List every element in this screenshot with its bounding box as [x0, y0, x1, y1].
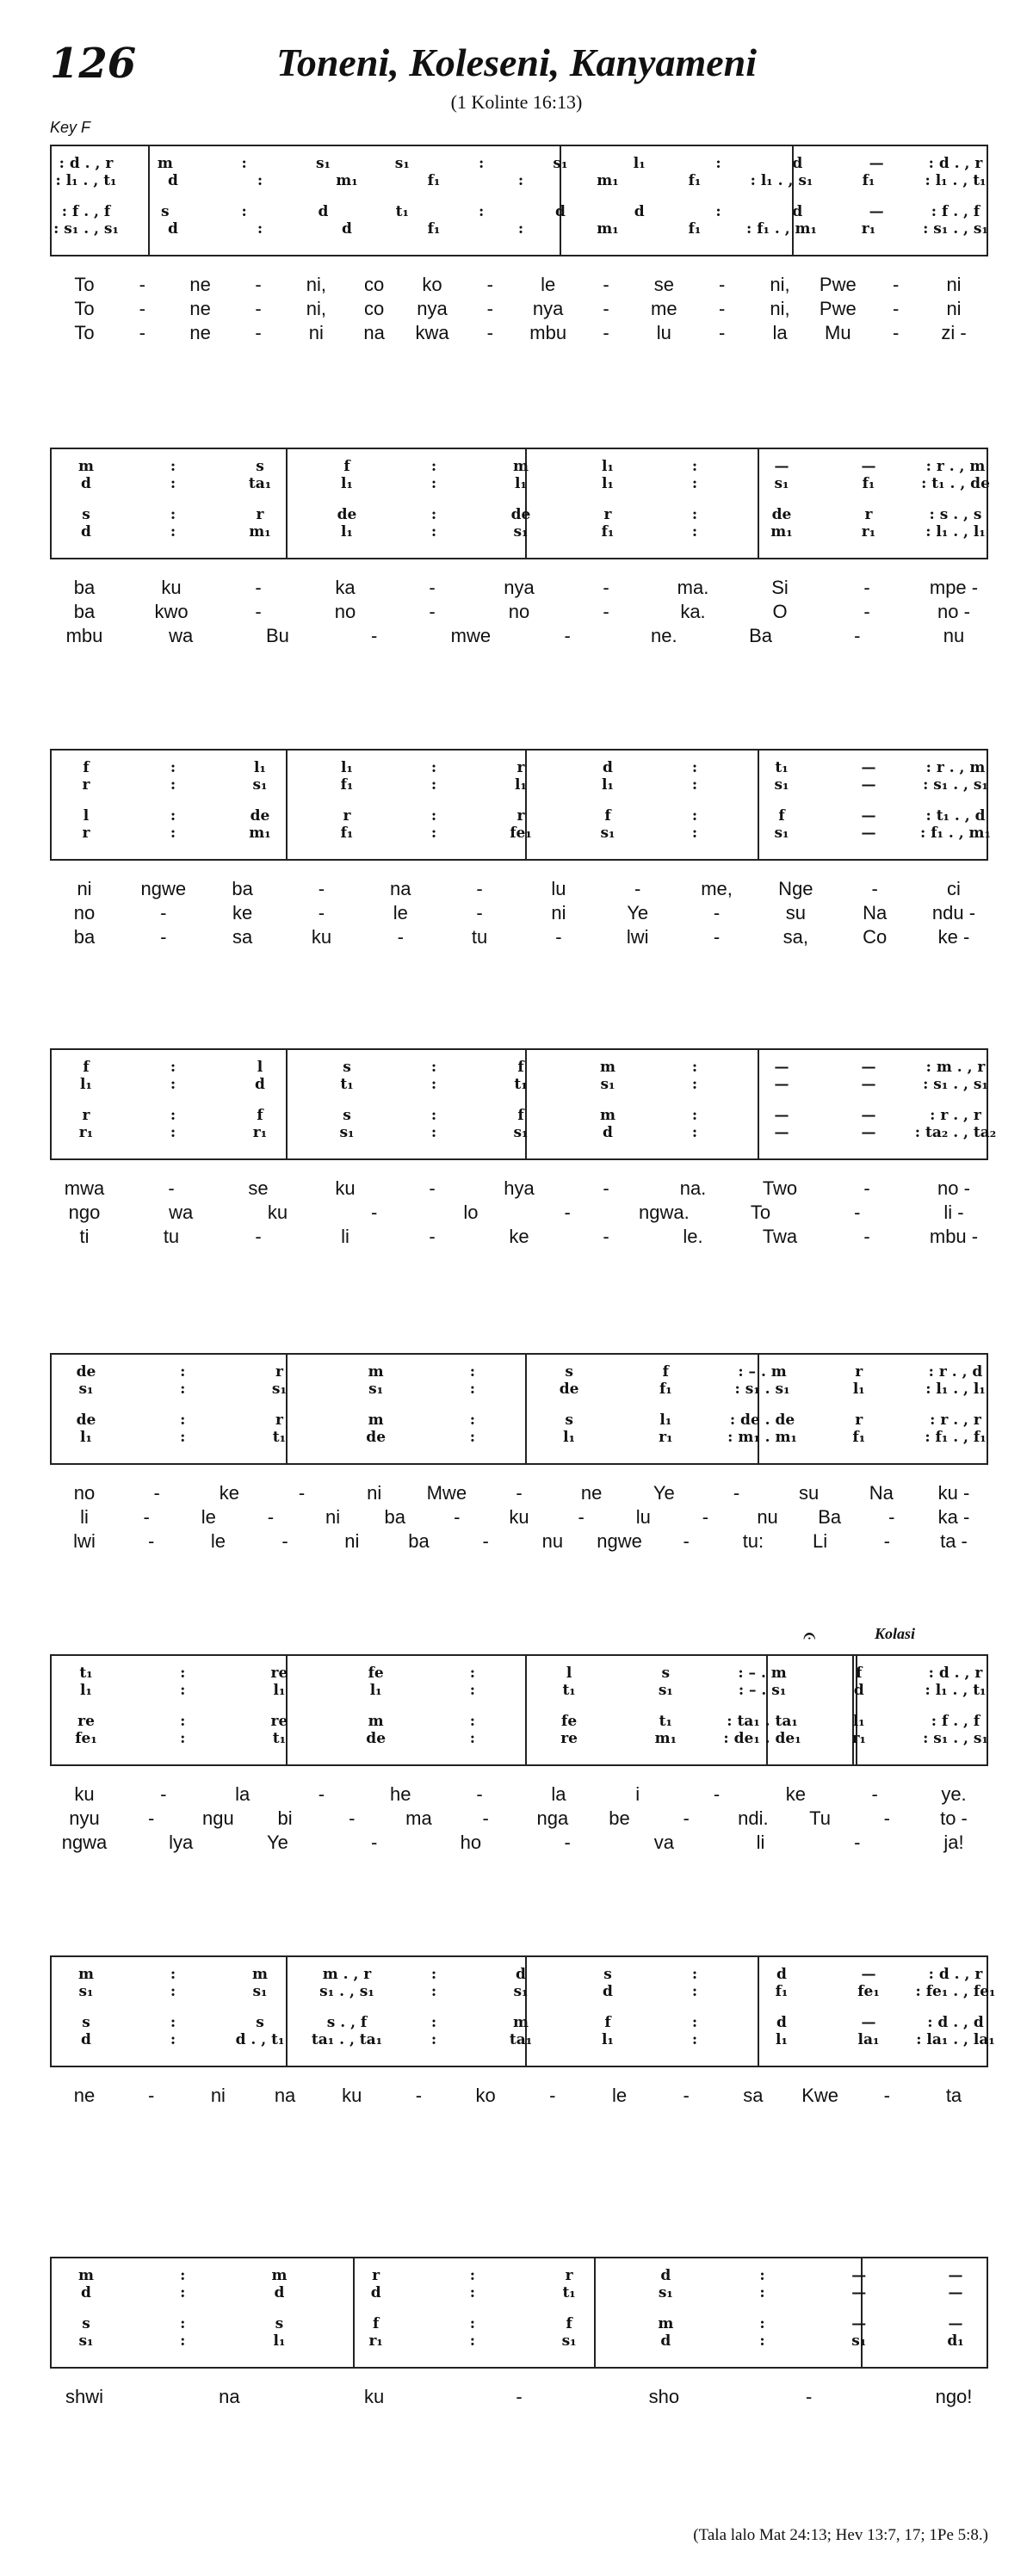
lyric-verse-line: shwi na ku - sho - ngo!: [65, 2386, 973, 2407]
voice-row: : d . , r m : s₁ s₁ : s₁ l₁ : d — : d . , r: [59, 155, 983, 172]
lyric-verse-line: ku - la - he - la i - ke - ye.: [74, 1783, 967, 1805]
tonic-solfa-system: [50, 1955, 996, 2106]
staff-box: [50, 1955, 996, 2067]
lyric-verse-line: To - ne - ni na kwa - mbu - lu - la Mu - zi -: [74, 322, 967, 343]
voice-row: r : f s : f m : — — : r . , r: [82, 1107, 981, 1124]
scripture-reference: (1 Kolinte 16:13): [450, 91, 583, 113]
voice-row: l₁ : l₁ l₁ : t₁ s₁ : – . s₁ d : l₁ . , t₁: [80, 1682, 987, 1699]
voice-row: l₁ : t₁ de : l₁ r₁ : m₁ . m₁ f₁ : f₁ . , f₁: [80, 1429, 987, 1446]
lyrics: [50, 577, 988, 654]
lyric-verse-line: mwa - se ku - hya - na. Two - no -: [64, 1177, 970, 1199]
lyric-verse-line: ngwa lya Ye - ho - va li - ja!: [61, 1832, 964, 1853]
lyric-verse-line: ne - ni na ku - ko - le - sa Kwe - ta: [73, 2085, 962, 2106]
lyric-verse-line: ngo wa ku - lo - ngwa. To - li -: [68, 1202, 964, 1223]
staff-box: [50, 448, 988, 559]
voice-row: r : s₁ f₁ : l₁ l₁ : s₁ — : s₁ . , s₁: [82, 776, 988, 794]
lyric-verse-line: ni ngwe ba - na - lu - me, Nge - ci: [77, 878, 961, 899]
staff-box: [50, 145, 988, 256]
lyrics: [50, 274, 988, 351]
lyric-verse-line: no - ke - ni Mwe - ne Ye - su Na ku -: [73, 1482, 970, 1504]
lyric-verse-line: li - le - ni ba - ku - lu - nu Ba - ka -: [80, 1506, 970, 1528]
voice-row: s₁ : s₁ s₁ . , s₁ : s₁ d : f₁ fe₁ : fe₁ . , fe₁: [78, 1983, 996, 2000]
voice-row: : l₁ . , t₁ d : m₁ f₁ : m₁ f₁ : l₁ . , s₁ f₁ : l₁ . , t₁: [55, 172, 987, 189]
lyrics: [50, 1783, 988, 1861]
lyric-verse-line: lwi - le - ni ba - nu ngwe - tu: Li - ta -: [73, 1530, 968, 1552]
tonic-solfa-system: [50, 448, 990, 646]
voice-row: : s₁ . , s₁ d : d f₁ : m₁ f₁ : f₁ . , m₁ r₁ : s₁ . , s₁: [53, 220, 988, 238]
hymn-title: Toneni, Koleseni, Kanyameni: [275, 40, 758, 84]
voice-row: s : s f : f m : — —: [82, 2315, 963, 2332]
voice-row: s : r de : de r : de r : s . , s: [82, 506, 982, 523]
chorus-label: Kolasi: [875, 1625, 916, 1642]
voice-row: : f . , f s : d t₁ : d d : d — : f . , f: [61, 203, 980, 220]
voice-row: s₁ : s₁ s₁ : de f₁ : s₁ . s₁ l₁ : l₁ . , l₁: [78, 1381, 986, 1398]
voice-row: d : m₁ l₁ : s₁ f₁ : m₁ r₁ : l₁ . , l₁: [81, 523, 986, 541]
lyric-verse-line: no - ke - le - ni Ye - su Na ndu -: [73, 902, 976, 924]
staff-box: [50, 1353, 988, 1465]
voice-row: f : l₁ l₁ : r d : t₁ — : r . , m: [83, 759, 986, 776]
voice-row: r₁ : r₁ s₁ : s₁ d : — — : ta₂ . , ta₂: [78, 1124, 997, 1141]
voice-row: m : m r : r d : — —: [78, 2267, 963, 2284]
staff-box: [50, 2257, 988, 2369]
voice-row: de : r m : s f : – . m r : r . , d: [76, 1363, 983, 1381]
lyric-verse-line: mbu wa Bu - mwe - ne. Ba - nu: [65, 625, 965, 646]
fermata-icon: 𝄐: [803, 1623, 816, 1649]
voice-row: s : s s . , f : m f : d — : d . , d: [82, 2014, 984, 2031]
lyric-verse-line: ba - sa ku - tu - lwi - sa, Co ke -: [73, 926, 970, 948]
tonic-solfa-system: [50, 1623, 988, 1853]
tonic-solfa-system: [50, 749, 991, 948]
voice-row: d : d d : t₁ s₁ : — —: [81, 2284, 963, 2301]
voice-row: fe₁ : t₁ de : re m₁ : de₁ . de₁ r₁ : s₁ . , s₁: [75, 1730, 988, 1747]
voice-row: f : l s : f m : — — : m . , r: [83, 1059, 986, 1076]
voice-row: re : re m : fe t₁ : ta₁ . ta₁ l₁ : f . , f: [77, 1713, 980, 1730]
lyric-verse-line: ba kwo - no - no - ka. O - no -: [73, 601, 970, 622]
voice-row: d : ta₁ l₁ : l₁ l₁ : s₁ f₁ : t₁ . , de: [81, 475, 990, 492]
tonic-solfa-system: [50, 1353, 988, 1552]
cross-references: (Tala lalo Mat 24:13; Hev 13:7, 17; 1Pe 5:8.): [693, 2526, 988, 2544]
tonic-solfa-system: [50, 145, 988, 343]
voice-row: s₁ : l₁ r₁ : s₁ d : s₁ d₁: [78, 2332, 964, 2350]
voice-row: de : r m : s l₁ : de . de r : r . , r: [76, 1412, 981, 1429]
lyrics: [50, 2085, 988, 2162]
lyric-verse-line: nyu - ngu bi - ma - nga be - ndi. Tu - to -: [69, 1807, 968, 1829]
lyric-verse-line: ba ku - ka - nya - ma. Si - mpe -: [73, 577, 979, 598]
hymn-number: 126: [50, 40, 137, 88]
staff-box: [50, 1654, 988, 1766]
key-signature: Key F: [50, 119, 91, 136]
lyrics: [50, 1482, 988, 1560]
tonic-solfa-system: [50, 2257, 988, 2407]
lyric-verse-line: ti tu - li - ke - le. Twa - mbu -: [79, 1226, 979, 1247]
lyric-verse-line: To - ne - ni, co nya - nya - me - ni, Pwe - ni: [74, 298, 962, 319]
lyrics: [50, 2386, 988, 2463]
lyrics: [50, 878, 988, 955]
tonic-solfa-system: [50, 1048, 997, 1247]
staff-box: [50, 749, 991, 861]
voice-row: t₁ : re fe : l s : – . m f : d . , r: [79, 1665, 983, 1682]
voice-row: r : m₁ f₁ : fe₁ s₁ : s₁ — : f₁ . , m₁: [82, 825, 991, 842]
voice-row: d : d . , t₁ ta₁ . , ta₁ : ta₁ l₁ : l₁ la₁ : la₁ . , la₁: [81, 2031, 995, 2048]
lyric-verse-line: To - ne - ni, co ko - le - se - ni, Pwe - ni: [74, 274, 962, 295]
staff-box: [50, 1048, 997, 1160]
voice-row: l : de r : r f : f — : t₁ . , d: [83, 807, 986, 825]
voice-row: m : m m . , r : d s : d — : d . , r: [78, 1966, 983, 1983]
hymn-header: [0, 0, 1033, 136]
voice-row: m : s f : m l₁ : — — : r . , m: [78, 458, 986, 475]
voice-row: l₁ : d t₁ : t₁ s₁ : — — : s₁ . , s₁: [80, 1076, 988, 1093]
lyrics: [50, 1177, 988, 1255]
